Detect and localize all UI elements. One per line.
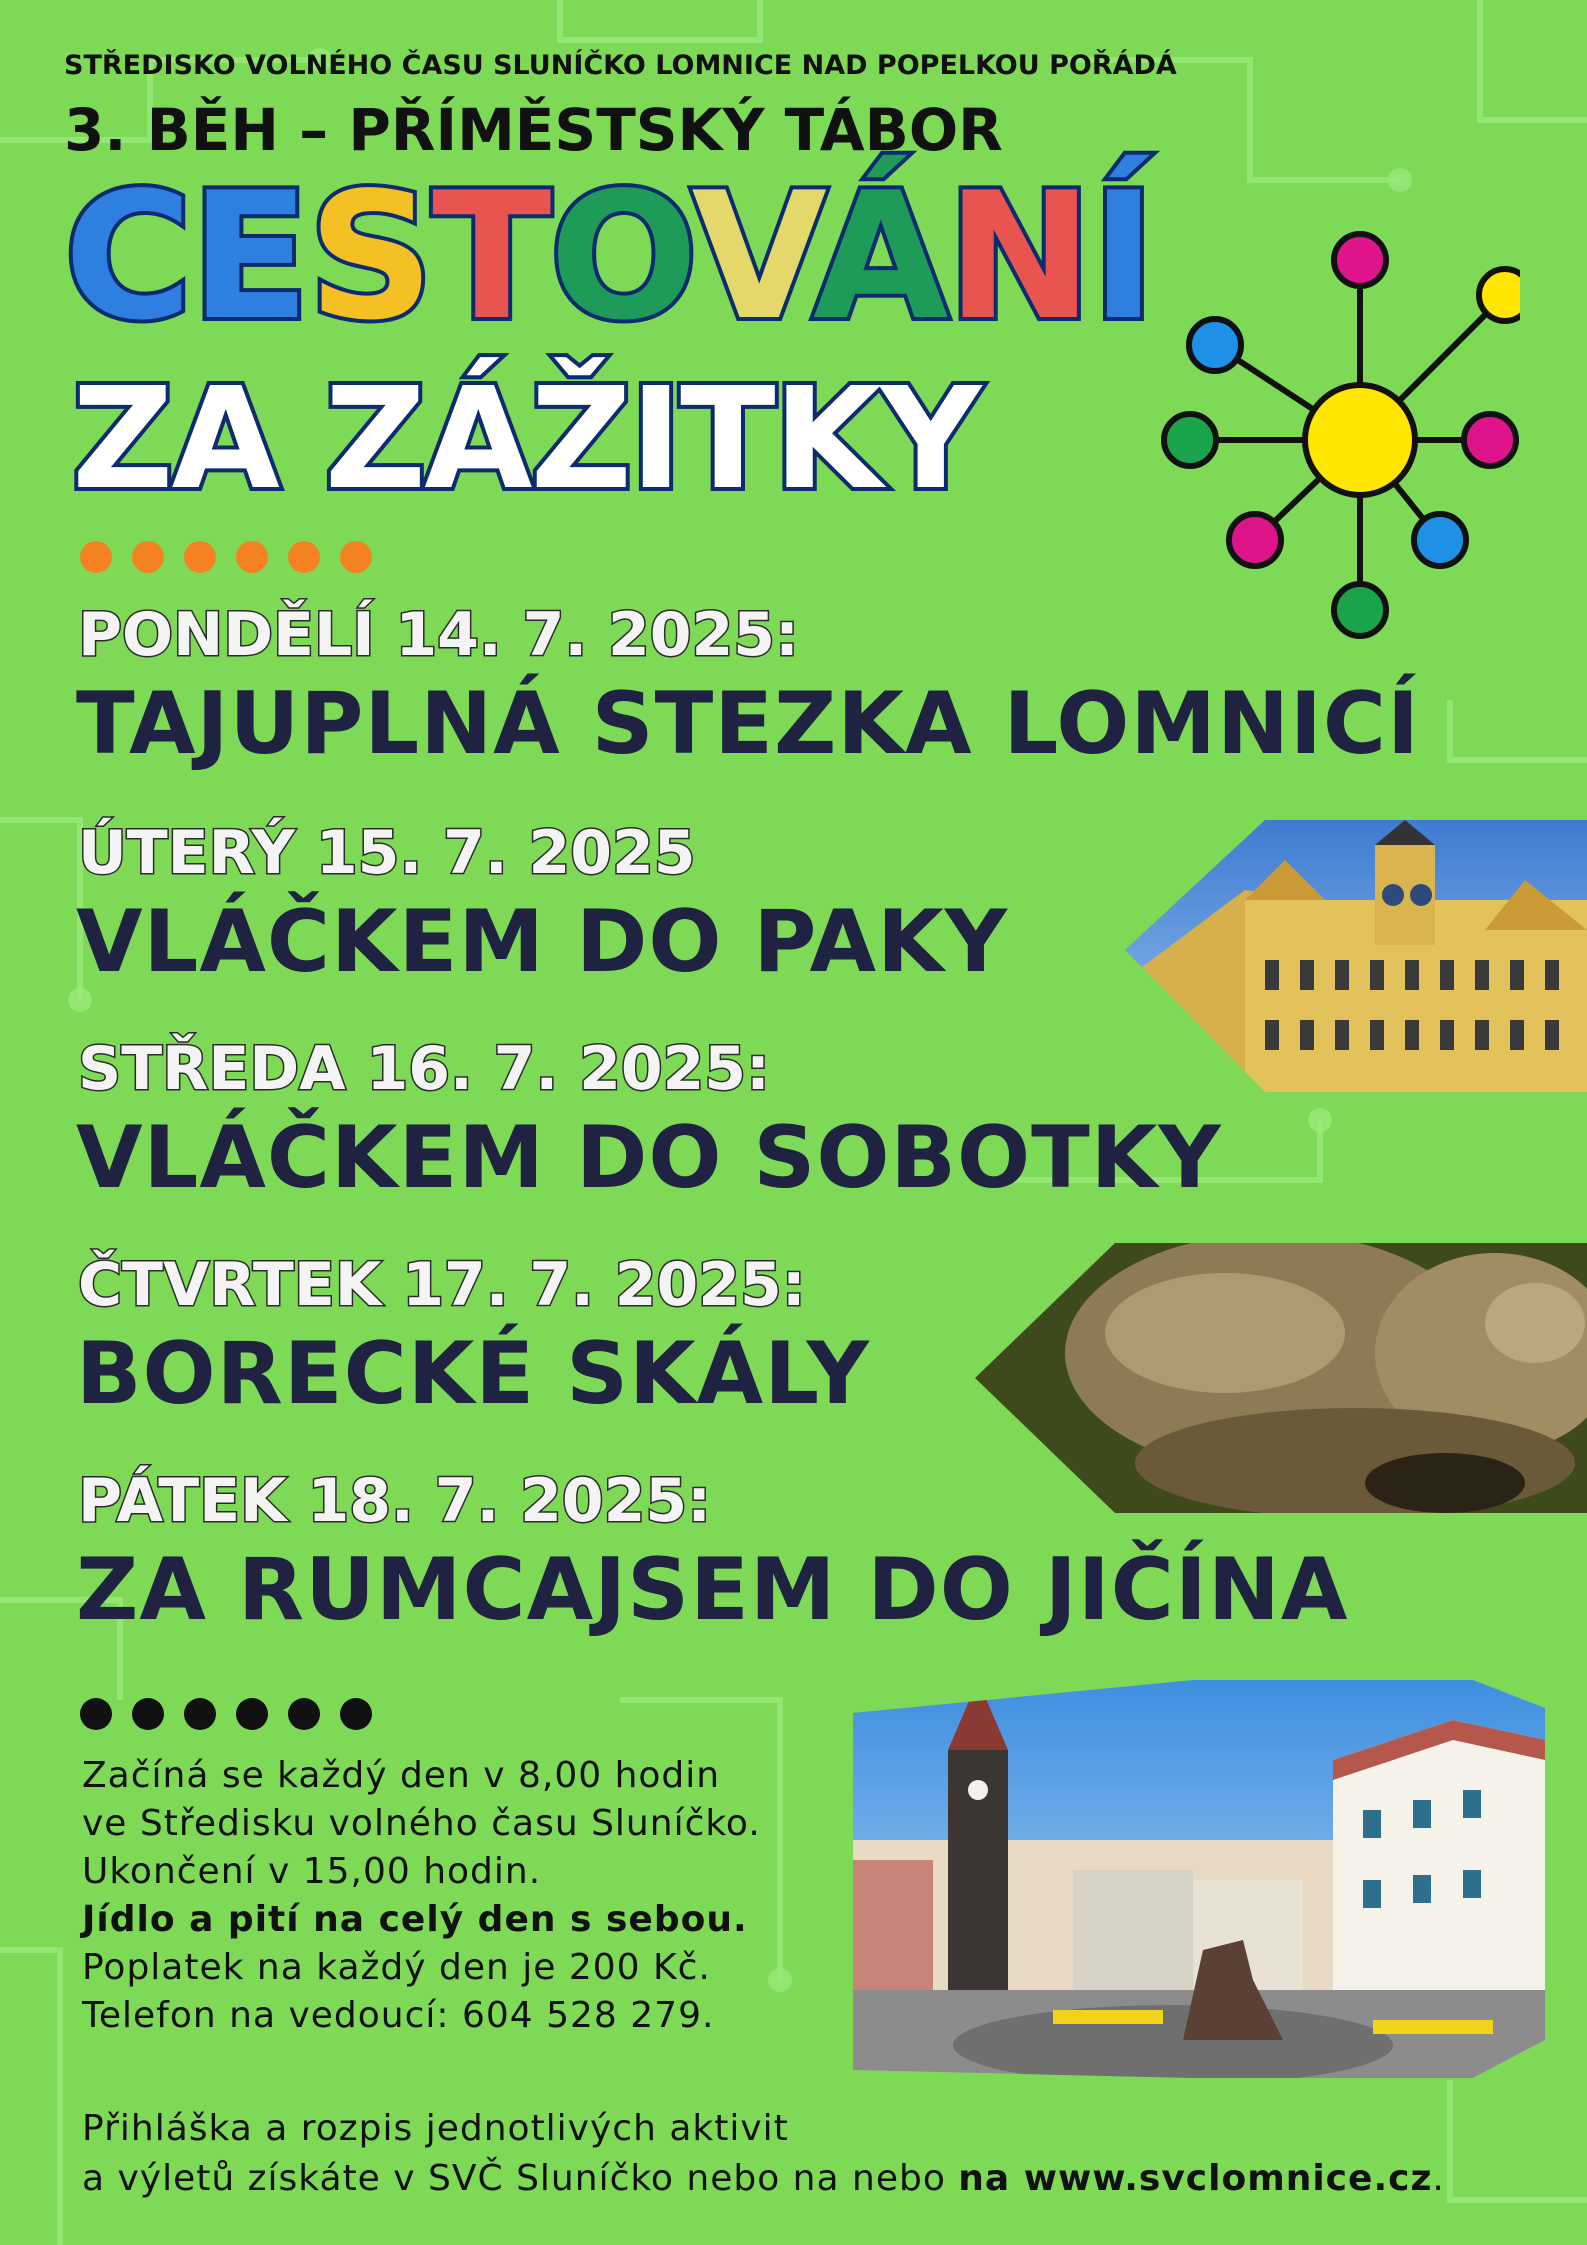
- day-monday: PONDĚLÍ 14. 7. 2025:: [78, 600, 800, 670]
- sun-network-icon: [1160, 225, 1520, 645]
- sandstone-rocks-photo: [975, 1243, 1587, 1513]
- organizer-text: STŘEDISKO VOLNÉHO ČASU SLUNÍČKO LOMNICE NAD POPELKOU POŘÁDÁ: [64, 50, 1177, 81]
- title-letter: O: [549, 156, 692, 359]
- title-letter: Í: [1090, 156, 1155, 359]
- info-block: [82, 1752, 761, 2040]
- title-letter: T: [432, 156, 550, 359]
- activity-tuesday: VLÁČKEM DO PAKY: [76, 892, 1008, 992]
- title-letter: C: [64, 156, 191, 359]
- camp-subtitle: 3. BĚH – PŘÍMĚSTSKÝ TÁBOR: [64, 96, 1003, 164]
- activity-monday: TAJUPLNÁ STEZKA LOMNICÍ: [76, 674, 1421, 774]
- day-thursday: ČTVRTEK 17. 7. 2025:: [78, 1250, 806, 1320]
- title-line-2: ZA ZÁŽITKY: [72, 358, 980, 521]
- black-dots-divider: [80, 1698, 372, 1730]
- activity-thursday: BORECKÉ SKÁLY: [76, 1324, 870, 1424]
- website-link[interactable]: na www.svclomnice.cz: [958, 2158, 1433, 2199]
- info-line-end: Ukončení v 15,00 hodin.: [82, 1851, 542, 1892]
- day-friday: PÁTEK 18. 7. 2025:: [78, 1466, 712, 1536]
- footer-line-2: [82, 2154, 1445, 2204]
- title-letter: N: [946, 156, 1091, 359]
- title-line-1: [64, 156, 1155, 359]
- day-wednesday: STŘEDA 16. 7. 2025:: [78, 1034, 771, 1104]
- footer-line-2-suffix: .: [1432, 2158, 1445, 2199]
- footer-line-2-prefix: a výletů získáte v SVČ Sluníčko nebo na nebo: [82, 2158, 946, 2199]
- info-line-fee: Poplatek na každý den je 200 Kč.: [82, 1947, 711, 1988]
- title-letter: Á: [813, 156, 947, 359]
- title-letter: S: [307, 156, 433, 359]
- activity-wednesday: VLÁČKEM DO SOBOTKY: [76, 1108, 1222, 1208]
- orange-dots-divider: [80, 541, 372, 573]
- day-tuesday: ÚTERÝ 15. 7. 2025: [78, 818, 696, 888]
- title-letter: E: [190, 156, 308, 359]
- info-line-food: Jídlo a pití na celý den s sebou.: [82, 1899, 748, 1940]
- town-hall-photo: [1125, 820, 1587, 1092]
- footer-line-1: Přihláška a rozpis jednotlivých aktivit: [82, 2108, 789, 2149]
- info-line-start: Začíná se každý den v 8,00 hodin: [82, 1755, 721, 1796]
- footer-block: [82, 2104, 1445, 2204]
- town-square-photo: [853, 1680, 1545, 2078]
- info-line-phone: Telefon na vedoucí: 604 528 279.: [82, 1995, 715, 2036]
- activity-friday: ZA RUMCAJSEM DO JIČÍNA: [76, 1540, 1349, 1640]
- title-letter: V: [691, 156, 814, 359]
- info-line-place: ve Středisku volného času Sluníčko.: [82, 1803, 761, 1844]
